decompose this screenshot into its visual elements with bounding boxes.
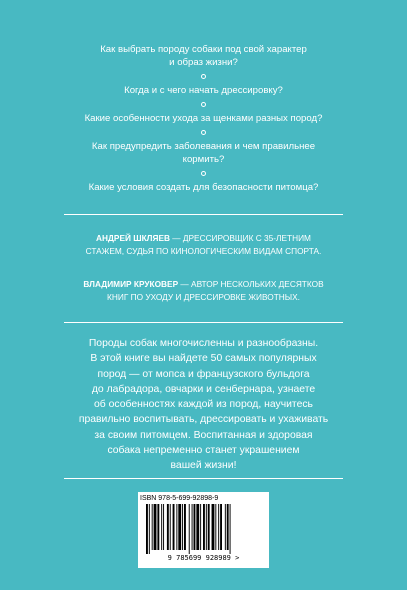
description-line: вашей жизни!: [170, 460, 237, 472]
question-line: кормить?: [182, 154, 225, 165]
author-bio-2: [40, 278, 367, 304]
isbn-text: ISBN 978-5-699-92898-9: [140, 495, 219, 502]
barcode-bar: [176, 504, 177, 550]
barcode-bar: [161, 504, 162, 550]
bullet-dot-icon: [201, 74, 206, 79]
description-line: пород — от мопса и французского бульдога: [97, 368, 310, 380]
question-line: Какие условия создать для безопасности питомца?: [88, 182, 319, 193]
author-bio-line: — ДРЕССИРОВЩИК С 35-ЛЕТНИМ: [169, 233, 311, 243]
bullet-dot-icon: [201, 171, 206, 176]
barcode-bar: [170, 504, 171, 550]
barcode-bar: [184, 504, 186, 550]
barcode-bar: [149, 504, 150, 554]
barcode-bar: [215, 504, 216, 550]
barcode-bar: [189, 504, 190, 554]
description-line: правильно воспитывать, дрессировать и ухаживать: [78, 414, 329, 426]
barcode-bar: [230, 504, 231, 554]
barcode-bar: [212, 504, 215, 550]
barcode-bar: [227, 504, 229, 550]
divider-bottom: [64, 478, 343, 479]
bullet-dot-icon: [201, 102, 206, 107]
barcode-bar: [157, 504, 159, 550]
barcode-bar: [206, 504, 207, 550]
barcode-bar: [220, 504, 222, 550]
barcode-bar: [194, 504, 196, 550]
barcode-bar: [196, 504, 199, 550]
barcode-bar: [178, 504, 181, 550]
barcode-bar: [154, 504, 157, 550]
barcode-digits: 9 785699 928989 >: [167, 554, 240, 562]
barcode-label: [138, 492, 269, 568]
divider-top: [64, 214, 343, 215]
question-line: Как предупредить заболевания и чем правильнее: [91, 141, 316, 152]
question-line: Какие особенности ухода за щенками разных пород?: [84, 113, 323, 124]
author-bio-line: — АВТОР НЕСКОЛЬКИХ ДЕСЯТКОВ: [178, 279, 324, 289]
author-bio-line: КНИГ ПО УХОДУ И ДРЕССИРОВКЕ ЖИВОТНЫХ.: [107, 292, 300, 302]
description-line: Породы собак многочисленны и разнообразны.: [88, 338, 319, 349]
description-line: собака непременно станет украшением: [107, 445, 300, 457]
description-line: за своим питомцем. Воспитанная и здоровая: [94, 429, 313, 441]
question-line: и образ жизни?: [169, 57, 238, 68]
barcode-bar: [192, 504, 193, 550]
barcode-icon: [144, 504, 264, 556]
description-line: В этой книге вы найдете 50 самых популярных: [90, 353, 317, 365]
barcode-bar: [146, 504, 148, 554]
barcode-bar: [152, 504, 153, 550]
author-name: ВЛАДИМИР КРУКОВЕР: [83, 279, 179, 289]
author-bio-1: [40, 232, 367, 258]
barcode-bar: [203, 504, 205, 550]
barcode-bar: [182, 504, 183, 550]
barcode-bar: [163, 504, 164, 550]
barcode-bar: [208, 504, 210, 550]
question-list: [40, 43, 367, 194]
barcode-bar: [167, 504, 169, 550]
description-line: до лабрадора, овчарки и сенбернара, узнаете: [91, 383, 316, 395]
divider-middle: [64, 322, 343, 323]
question-line: Когда и с чего начать дрессировку?: [124, 85, 283, 96]
bullet-dot-icon: [201, 130, 206, 135]
barcode-bar: [225, 504, 226, 550]
description-line: об особенностях каждой из пород, научитесь: [94, 399, 313, 411]
author-name: АНДРЕЙ ШКЛЯЕВ: [96, 233, 170, 243]
barcode-bar: [200, 504, 201, 550]
book-description: [40, 336, 367, 474]
barcode-bar: [173, 504, 175, 550]
question-line: Как выбрать породу собаки под свой характер: [100, 44, 307, 55]
barcode-bar: [218, 504, 219, 550]
author-bio-line: СТАЖЕМ, СУДЬЯ ПО КИНОЛОГИЧЕСКИМ ВИДАМ СПОРТА.: [85, 246, 322, 256]
